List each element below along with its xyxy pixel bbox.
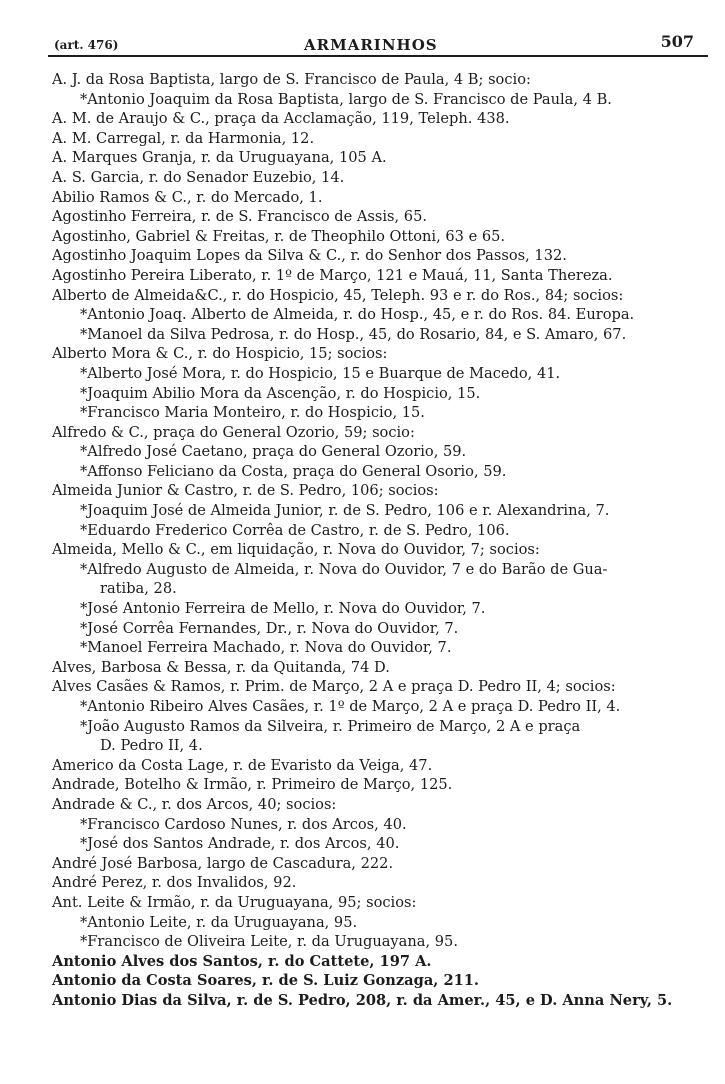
page-number: 507	[660, 32, 694, 51]
list-item: Antonio Alves dos Santos, r. do Cattete, 197 A.	[52, 952, 432, 970]
list-item: Almeida Junior & Castro, r. de S. Pedro, 106; socios:	[52, 482, 439, 500]
list-item: Agostinho Joaquim Lopes da Silva & C., r. do Senhor dos Passos, 132.	[52, 247, 567, 265]
list-item: Alberto Mora & C., r. do Hospicio, 15; socios:	[52, 345, 388, 363]
list-item: Antonio da Costa Soares, r. de S. Luiz Gonzaga, 211.	[52, 972, 480, 990]
list-item: Ant. Leite & Irmão, r. da Uruguayana, 95; socios:	[52, 893, 417, 911]
page-header	[48, 28, 708, 58]
list-item: *Alfredo José Caetano, praça do General Ozorio, 59.	[80, 443, 467, 461]
list-item: Agostinho, Gabriel & Freitas, r. de Theophilo Ottoni, 63 e 65.	[52, 227, 506, 245]
list-item: *Manoel da Silva Pedrosa, r. do Hosp., 45, do Rosario, 84, e S. Amaro, 67.	[80, 325, 627, 343]
list-item: *Antonio Joaq. Alberto de Almeida, r. do Hosp., 45, e r. do Ros. 84. Europa.	[80, 306, 635, 324]
list-item: *João Augusto Ramos da Silveira, r. Primeiro de Março, 2 A e praça	[80, 717, 581, 735]
list-item: A. Marques Granja, r. da Uruguayana, 105 A.	[52, 149, 387, 167]
list-item: *Francisco Cardoso Nunes, r. dos Arcos, 40.	[80, 815, 407, 833]
list-item: *Antonio Joaquim da Rosa Baptista, largo de S. Francisco de Paula, 4 B.	[80, 90, 612, 108]
list-item: *José Corrêa Fernandes, Dr., r. Nova do Ouvidor, 7.	[80, 619, 459, 637]
list-item: Andrade, Botelho & Irmão, r. Primeiro de Março, 125.	[52, 776, 453, 794]
directory-listing	[0, 70, 725, 1011]
list-item: *José Antonio Ferreira de Mello, r. Nova do Ouvidor, 7.	[80, 600, 486, 618]
list-item: Americo da Costa Lage, r. de Evaristo da Veiga, 47.	[52, 756, 433, 774]
list-item: ratiba, 28.	[100, 580, 177, 598]
list-item: A. M. Carregal, r. da Harmonia, 12.	[52, 129, 315, 147]
list-item: Andrade & C., r. dos Arcos, 40; socios:	[52, 795, 337, 813]
list-item: *Antonio Leite, r. da Uruguayana, 95.	[80, 913, 358, 931]
list-item: Alves Casães & Ramos, r. Prim. de Março, 2 A e praça D. Pedro II, 4; socios:	[52, 678, 616, 696]
list-item: *Alfredo Augusto de Almeida, r. Nova do Ouvidor, 7 e do Barão de Gua-	[80, 560, 608, 578]
list-item: Alfredo & C., praça do General Ozorio, 59; socio:	[52, 423, 415, 441]
list-item: Almeida, Mello & C., em liquidação, r. Nova do Ouvidor, 7; socios:	[52, 541, 540, 559]
list-item: A. J. da Rosa Baptista, largo de S. Francisco de Paula, 4 B; socio:	[52, 71, 531, 88]
list-item: Alves, Barbosa & Bessa, r. da Quitanda, 74 D.	[52, 658, 390, 676]
list-item: *Alberto José Mora, r. do Hospicio, 15 e Buarque de Macedo, 41.	[80, 364, 561, 382]
list-item: Alberto de Almeida&C., r. do Hospicio, 45, Teleph. 93 e r. do Ros., 84; socios:	[52, 286, 624, 304]
list-item: *Affonso Feliciano da Costa, praça do General Osorio, 59.	[80, 462, 507, 480]
list-item: *José dos Santos Andrade, r. dos Arcos, 40.	[80, 835, 400, 853]
list-item: A. S. Garcia, r. do Senador Euzebio, 14.	[52, 168, 345, 186]
list-item: *Francisco de Oliveira Leite, r. da Uruguayana, 95.	[80, 933, 458, 951]
list-item: *Joaquim Abilio Mora da Ascenção, r. do Hospicio, 15.	[80, 384, 481, 402]
list-item: *Eduardo Frederico Corrêa de Castro, r. de S. Pedro, 106.	[80, 521, 510, 539]
section-title: ARMARINHOS	[304, 36, 438, 54]
list-item: Agostinho Pereira Liberato, r. 1º de Março, 121 e Mauá, 11, Santa Thereza.	[52, 266, 613, 284]
header-rule	[48, 55, 708, 57]
list-item: Agostinho Ferreira, r. de S. Francisco de Assis, 65.	[52, 208, 428, 226]
list-item: *Manoel Ferreira Machado, r. Nova do Ouvidor, 7.	[80, 639, 452, 657]
list-item: D. Pedro II, 4.	[100, 737, 203, 755]
list-item: Abilio Ramos & C., r. do Mercado, 1.	[52, 188, 323, 206]
list-item: A. M. de Araujo & C., praça da Acclamação, 119, Teleph. 438.	[52, 110, 510, 128]
list-item: Antonio Dias da Silva, r. de S. Pedro, 208, r. da Amer., 45, e D. Anna Nery, 5.	[52, 991, 673, 1009]
list-item: André José Barbosa, largo de Cascadura, 222.	[52, 854, 394, 872]
list-item: *Francisco Maria Monteiro, r. do Hospicio, 15.	[80, 404, 425, 422]
list-item: *Antonio Ribeiro Alves Casães, r. 1º de Março, 2 A e praça D. Pedro II, 4.	[80, 698, 621, 715]
list-item: André Perez, r. dos Invalidos, 92.	[52, 874, 297, 892]
list-item: *Joaquim José de Almeida Junior, r. de S. Pedro, 106 e r. Alexandrina, 7.	[80, 502, 610, 520]
article-reference: (art. 476)	[54, 38, 119, 52]
